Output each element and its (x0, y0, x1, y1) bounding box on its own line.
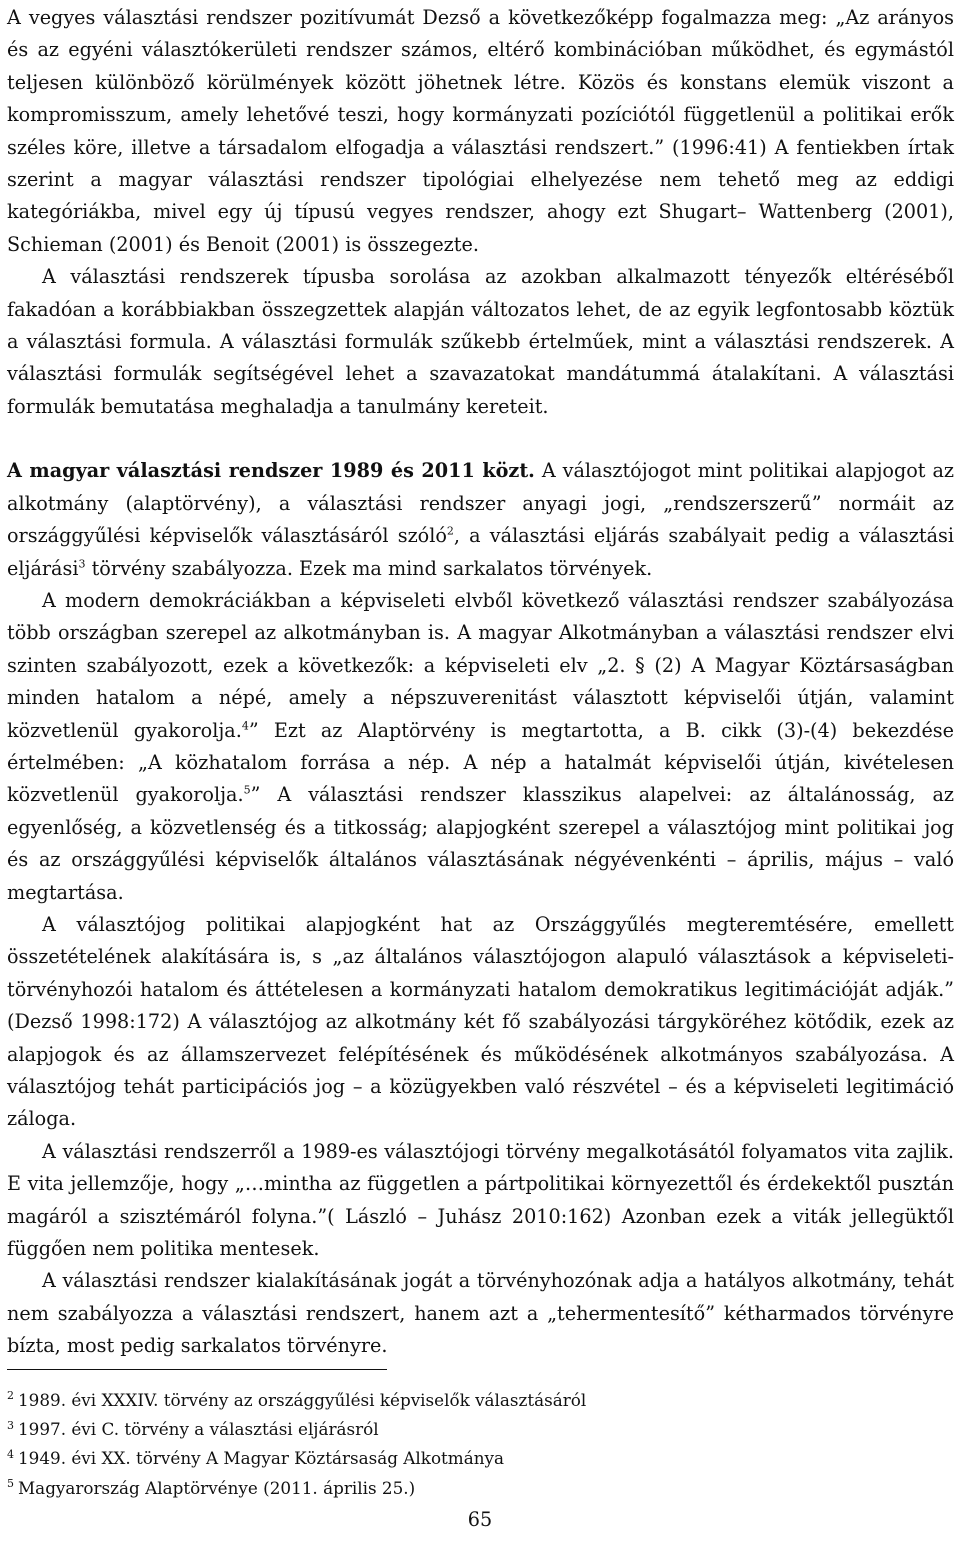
paragraph-text: , a választási eljárás szabályait pedig a választási eljárási (7, 524, 955, 580)
footnote-divider (7, 1369, 387, 1370)
document-body (7, 0, 954, 1363)
footnote-number: 5 (7, 1477, 14, 1491)
footnote (7, 1474, 947, 1503)
paragraph-text: ” Ezt az Alaptörvény is megtartotta, a B. cikk (3)-(4) bekezdése értelmében: „A közhatalom forrása a nép. A nép a hatalmát képviselői útján, kivételesen közvetlenül gyakorolja. (7, 718, 954, 807)
paragraph: A vegyes választási rendszer pozitívumát Dezső a következőképp fogalmazza meg: „Az arányos és az egyéni választókerületi rendszer számos, eltérő kombinációban működhet, és egymástól teljesen különböző körülmények között jöhetnek létre. Közös és konstans elemük viszont a kompromisszum, amely lehetővé teszi, hogy kormányzati pozíciótól függetlenül a politikai erők széles köre, illetve a társadalom elfogadja a választási rendszert.” (1996:41) A fentiekben írtak szerint a magyar választási rendszer tipológiai elhelyezése nem tehető meg az eddigi kategóriákba, mivel egy új típusú vegyes rendszer, ahogy ezt Shugart– Wattenberg (2001), Schieman (2001) és Benoit (2001) is összegezte. (7, 6, 954, 256)
paragraph (7, 585, 954, 909)
page-number: 65 (467, 1508, 493, 1531)
paragraph-text: törvény szabályozza. Ezek ma mind sarkalatos törvények. (85, 556, 653, 580)
footnote (7, 1415, 947, 1444)
footnotes (7, 1386, 947, 1503)
paragraph (7, 455, 954, 585)
footnote-number: 3 (7, 1418, 14, 1432)
footnote-number: 2 (7, 1389, 14, 1403)
footnote (7, 1444, 947, 1473)
footnote-ref[interactable]: 2 (446, 524, 454, 538)
paragraph: A választójog politikai alapjogként hat az Országgyűlés megteremtésére, emellett összetételének alakítására is, s „az általános választójogon alapuló választások a képviseleti-törvényhozói hatalom és áttételesen a kormányzati hatalom demokratikus legitimációját adják.” (Dezső 1998:172) A választójog az alkotmány két fő szabályozási tárgyköréhez kötődik, ezek az alapjogok és az államszervezet felépítésének és működésének alkotmányos szabályozása. A választójog tehát participációs jog – a közügyekben való részvétel – és a képviseleti legitimáció záloga. (7, 912, 954, 1131)
footnote-text: 1997. évi C. törvény a választási eljárásról (18, 1419, 379, 1440)
footnote (7, 1386, 947, 1415)
paragraph: A választási rendszerek típusba sorolása az azokban alkalmazott tényezők eltéréséből fakadóan a korábbiakban összegzettek alapján változatos lehet, de az egyik legfontosabb köztük a választási formula. A választási formulák szűkebb értelműek, mint a választási rendszerek. A választási formulák segítségével lehet a szavazatokat mandátummá átalakítani. A választási formulák bemutatása meghaladja a tanulmány kereteit. (7, 265, 954, 418)
footnote-text: 1989. évi XXXIV. törvény az országgyűlési képviselők választásáról (18, 1390, 587, 1410)
paragraph-text: ” A választási rendszer klasszikus alapelvei: az általánosság, az egyenlőség, a közvetlenség és a titkosság; alapjogként szerepel a választójog mint politikai jog és az országgyűlési képviselők általános választásának négyévenkénti – április, május – való megtartása. (7, 783, 955, 904)
footnote-ref[interactable]: 4 (241, 719, 249, 733)
footnote-ref[interactable]: 5 (243, 783, 251, 797)
footnote-ref[interactable]: 3 (78, 557, 86, 571)
paragraph-text: A választójogot mint politikai alapjogot az alkotmány (alaptörvény), a választási rendszer anyagi jogi, „rendszerszerű” normáit az országgyűlési képviselők választásáról szóló (7, 459, 954, 548)
section-heading: A magyar választási rendszer 1989 és 2011 közt. (7, 459, 535, 483)
paragraph: A választási rendszer kialakításának jogát a törvényhozónak adja a hatályos alkotmány, tehát nem szabályozza a választási rendszert, hanem azt a „tehermentesítő” kétharmados törvényre bízta, most pedig sarkalatos törvényre. (7, 1269, 954, 1358)
footnote-number: 4 (7, 1447, 14, 1461)
paragraph: A választási rendszerről a 1989-es választójogi törvény megalkotásától folyamatos vita zajlik. E vita jellemzője, hogy „…mintha az független a pártpolitikai környezettől és érdekektől pusztán magáról a szisztémáról folyna.”( László – Juhász 2010:162) Azonban ezek a viták jellegüktől függően nem politika mentesek. (7, 1139, 954, 1261)
paragraph-text: A modern demokráciákban a képviseleti elvből következő választási rendszer szabályozása több országban szerepel az alkotmányban is. A magyar Alkotmányban a választási rendszer elvi szinten szabályozott, ezek a következők: a képviseleti elv „2. § (2) A Magyar Köztársaságban minden hatalom a népé, amely a népszuverenitást választott képviselői útján, valamint közvetlenül gyakorolja. (7, 588, 954, 742)
footnote-text: Magyarország Alaptörvénye (2011. április 25.) (18, 1477, 416, 1498)
footnote-text: 1949. évi XX. törvény A Magyar Köztársaság Alkotmánya (18, 1448, 505, 1469)
